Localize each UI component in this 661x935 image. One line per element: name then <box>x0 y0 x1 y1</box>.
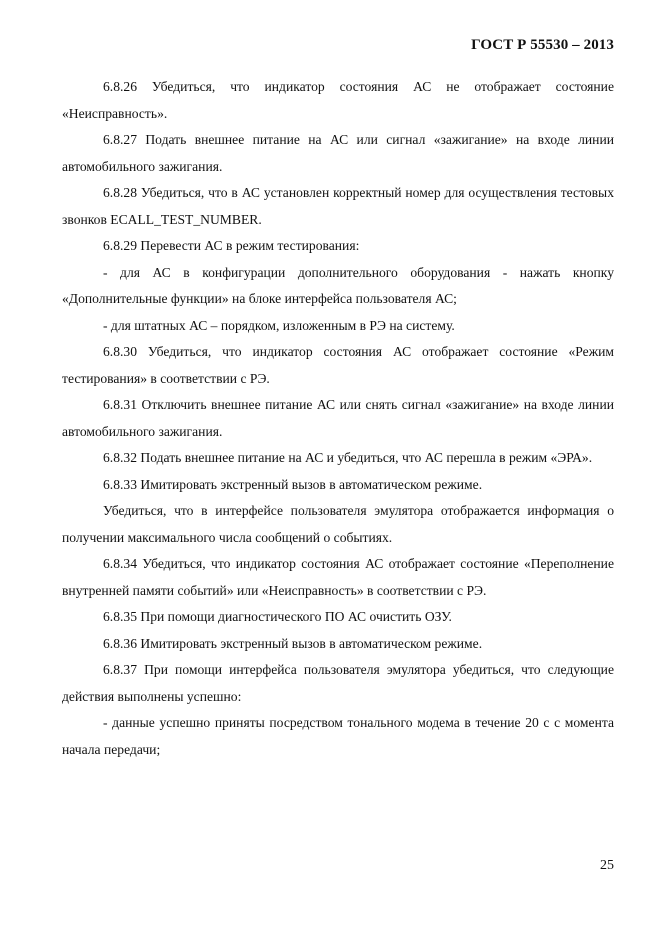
paragraph-6-8-28: 6.8.28 Убедиться, что в АС установлен корректный номер для осуществления тестовых звонков ECALL_TEST_NUMBER. <box>62 185 614 227</box>
paragraph-6-8-34: 6.8.34 Убедиться, что индикатор состояния АС отображает состояние «Переполнение внутренней памяти событий» или «Неисправность» в соответствии с РЭ. <box>62 556 614 598</box>
paragraph-6-8-26: 6.8.26 Убедиться, что индикатор состояния АС не отображает состояние «Неисправность». <box>62 79 614 121</box>
list-item-data-received: - данные успешно приняты посредством тонального модема в течение 20 с с момента начала передачи; <box>62 715 614 757</box>
paragraph-6-8-37: 6.8.37 При помощи интерфейса пользователя эмулятора убедиться, что следующие действия выполнены успешно: <box>62 662 614 704</box>
paragraph-6-8-36: 6.8.36 Имитировать экстренный вызов в автоматическом режиме. <box>103 635 483 651</box>
paragraph-6-8-33-check: Убедиться, что в интерфейсе пользователя эмулятора отображается информация о получении максимального числа сообщений о событиях. <box>62 503 614 545</box>
paragraph-6-8-30: 6.8.30 Убедиться, что индикатор состояния АС отображает состояние «Режим тестирования» в соответствии с РЭ. <box>62 344 614 386</box>
list-item-standard-systems: - для штатных АС – порядком, изложенным в РЭ на систему. <box>103 317 455 333</box>
paragraph-6-8-27: 6.8.27 Подать внешнее питание на АС или сигнал «зажигание» на входе линии автомобильного зажигания. <box>62 132 614 174</box>
document-body <box>62 74 614 763</box>
paragraph-6-8-31: 6.8.31 Отключить внешнее питание АС или снять сигнал «зажигание» на входе линии автомобильного зажигания. <box>62 397 614 439</box>
page-number: 25 <box>600 858 614 873</box>
document-code-header: ГОСТ Р 55530 – 2013 <box>471 37 614 53</box>
paragraph-6-8-32: 6.8.32 Подать внешнее питание на АС и убедиться, что АС перешла в режим «ЭРА». <box>103 450 593 465</box>
paragraph-6-8-29: 6.8.29 Перевести АС в режим тестирования: <box>103 238 360 253</box>
list-item-additional-equipment: - для АС в конфигурации дополнительного оборудования - нажать кнопку «Дополнительные функции» на блоке интерфейса пользователя АС; <box>62 264 614 306</box>
paragraph-6-8-33: 6.8.33 Имитировать экстренный вызов в автоматическом режиме. <box>103 476 483 492</box>
paragraph-6-8-35: 6.8.35 При помощи диагностического ПО АС очистить ОЗУ. <box>103 609 452 624</box>
